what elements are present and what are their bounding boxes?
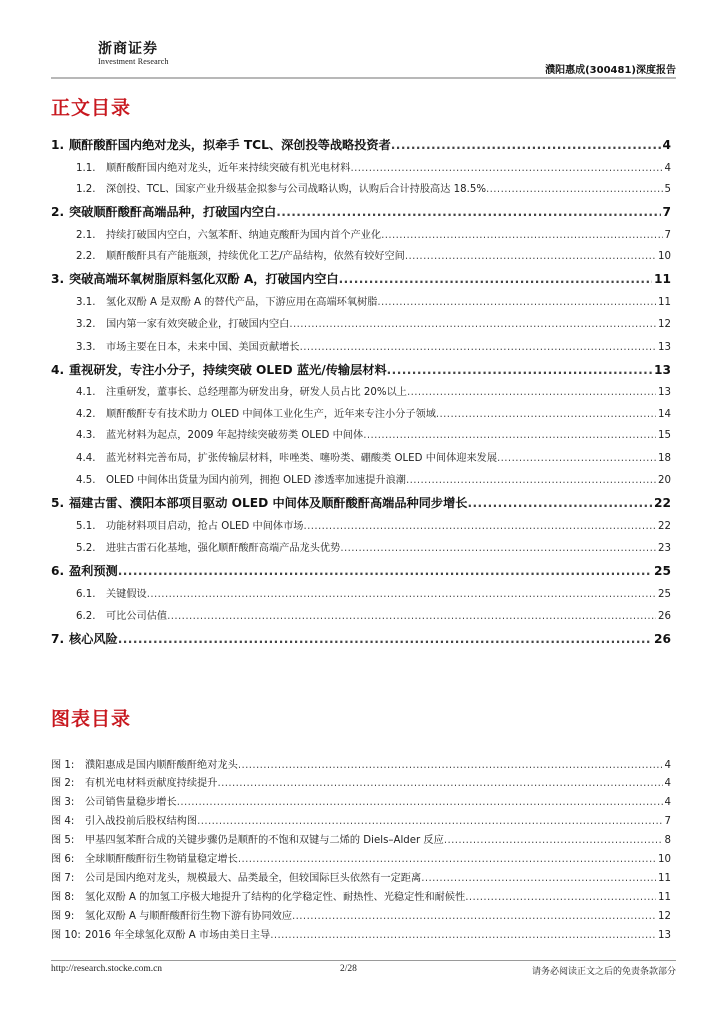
toc-entry-page: 4 bbox=[664, 163, 671, 174]
toc-entry-text: 关键假设 bbox=[106, 589, 147, 600]
figure-entry[interactable] bbox=[51, 774, 671, 789]
toc-entry-number: 4.3. bbox=[76, 430, 96, 441]
toc-entry-text: 突破顺酐酸酐高端品种，打破国内空白 bbox=[69, 205, 277, 219]
toc-subentry[interactable] bbox=[76, 159, 671, 174]
toc-entry-text: 顺酐酸酐国内绝对龙头，拟牵手 TCL、深创投等战略投资者 bbox=[69, 138, 391, 152]
toc-entry-page: 11 bbox=[654, 272, 671, 286]
toc-entry-text: 重视研发，专注小分子，持续突破 OLED 蓝光/传输层材料 bbox=[69, 363, 387, 377]
toc-entry-text: 福建古雷、濮阳本部项目驱动 OLED 中间体及顺酐酸酐高端品种同步增长 bbox=[69, 496, 468, 510]
toc-entry-text: 顺酐酸酐国内绝对龙头，近年来持续突破有机光电材料 bbox=[106, 163, 351, 174]
figure-entry-number: 图 9: bbox=[51, 911, 75, 922]
toc-subentry[interactable] bbox=[76, 471, 671, 486]
toc-dot-leader bbox=[340, 543, 656, 554]
page-header bbox=[51, 38, 676, 78]
toc-entry[interactable] bbox=[51, 203, 671, 220]
figure-entry-text: 有机光电材料贡献度持续提升 bbox=[85, 778, 218, 789]
footer-page-number: 2/28 bbox=[340, 964, 357, 974]
toc-dot-leader bbox=[276, 205, 660, 219]
toc-entry-number: 4.1. bbox=[76, 387, 96, 398]
figure-dot-leader bbox=[217, 778, 662, 789]
toc-entry-text: 蓝光材料完善布局，扩张传输层材料，咔唑类、噻吩类、硼酸类 OLED 中间体迎来发展 bbox=[106, 453, 498, 464]
figure-entry-text: 引入战投前后股权结构图 bbox=[85, 816, 198, 827]
toc-dot-leader bbox=[407, 387, 656, 398]
toc-dot-leader bbox=[147, 589, 656, 600]
toc-subentry[interactable] bbox=[76, 449, 671, 464]
toc-entry-page: 14 bbox=[658, 409, 671, 420]
figure-dot-leader bbox=[270, 930, 656, 941]
toc-entry-page: 26 bbox=[654, 632, 671, 646]
toc-entry-text: 国内第一家有效突破企业，打破国内空白 bbox=[106, 319, 290, 330]
figure-entry-page: 4 bbox=[664, 778, 671, 789]
toc-entry-number: 1.2. bbox=[76, 184, 96, 195]
toc-entry-number: 1.1. bbox=[76, 163, 96, 174]
toc-entry-number: 5. bbox=[51, 496, 65, 510]
toc-subentry[interactable] bbox=[76, 426, 671, 441]
figure-entry-text: 公司是国内绝对龙头，规模最大、品类最全，但较国际巨头依然有一定距离 bbox=[85, 873, 422, 884]
figure-list-title: 图表目录 bbox=[51, 708, 132, 730]
toc-entry-number: 3.1. bbox=[76, 297, 96, 308]
footer-divider bbox=[51, 960, 676, 961]
figure-entry[interactable] bbox=[51, 812, 671, 827]
figure-entry-text: 甲基四氢苯酐合成的关键步骤仍是顺酐的不饱和双键与二烯的 Diels–Alder 反应 bbox=[85, 835, 444, 846]
toc-entry-text: 注重研发，董事长、总经理都为研发出身，研发人员占比 20%以上 bbox=[106, 387, 407, 398]
figure-entry[interactable] bbox=[51, 907, 671, 922]
toc-subentry[interactable] bbox=[76, 180, 671, 195]
toc-entry-page: 7 bbox=[664, 230, 671, 241]
toc-entry-text: 可比公司估值 bbox=[106, 611, 168, 622]
figure-entry[interactable] bbox=[51, 869, 671, 884]
toc-entry-text: 持续打破国内空白，六氢苯酐、纳迪克酸酐为国内首个产业化 bbox=[106, 230, 382, 241]
toc-entry-text: 盈利预测 bbox=[69, 564, 118, 578]
toc-entry-number: 1. bbox=[51, 138, 65, 152]
toc-entry-number: 6. bbox=[51, 564, 65, 578]
toc-dot-leader bbox=[363, 430, 656, 441]
toc-entry-text: 突破高端环氧树脂原料氢化双酚 A，打破国内空白 bbox=[69, 272, 339, 286]
figure-entry-text: 氢化双酚 A 与顺酐酸酐衍生物下游有协同效应 bbox=[85, 911, 293, 922]
figure-entry-page: 11 bbox=[658, 873, 671, 884]
figure-dot-leader bbox=[197, 816, 662, 827]
figure-entry[interactable] bbox=[51, 831, 671, 846]
toc-entry-text: 氢化双酚 A 是双酚 A 的替代产品，下游应用在高端环氧树脂 bbox=[106, 297, 378, 308]
toc-entry-text: OLED 中间体出货量为国内前列，拥抱 OLED 渗透率加速提升浪潮 bbox=[106, 475, 406, 486]
toc-entry-number: 5.1. bbox=[76, 521, 96, 532]
figure-entry-text: 公司销售量稳步增长 bbox=[85, 797, 177, 808]
toc-entry-number: 6.2. bbox=[76, 611, 96, 622]
toc-entry-number: 4.4. bbox=[76, 453, 96, 464]
toc-entry[interactable] bbox=[51, 270, 671, 287]
figure-entry-text: 氢化双酚 A 的加氢工序极大地提升了结构的化学稳定性、耐热性、光稳定性和耐候性 bbox=[85, 892, 466, 903]
toc-entry-text: 顺酐酸酐具有产能瓶颈，持续优化工艺/产品结构，依然有较好空间 bbox=[106, 251, 405, 262]
figure-dot-leader bbox=[444, 835, 663, 846]
toc-entry-page: 25 bbox=[654, 564, 671, 578]
toc-dot-leader bbox=[406, 475, 656, 486]
toc-dot-leader bbox=[381, 230, 662, 241]
toc-entry[interactable] bbox=[51, 630, 671, 647]
figure-entry-number: 图 5: bbox=[51, 835, 75, 846]
toc-entry-page: 25 bbox=[658, 589, 671, 600]
toc-dot-leader bbox=[405, 251, 656, 262]
toc-entry-page: 12 bbox=[658, 319, 671, 330]
toc-entry-number: 3.3. bbox=[76, 342, 96, 353]
figure-entry-page: 8 bbox=[664, 835, 671, 846]
figure-entry-page: 12 bbox=[658, 911, 671, 922]
toc-dot-leader bbox=[300, 342, 656, 353]
figure-entry-number: 图 6: bbox=[51, 854, 75, 865]
toc-entry-number: 3. bbox=[51, 272, 65, 286]
toc-entry-text: 深创投、TCL、国家产业升级基金拟参与公司战略认购，认购后合计持股高达 18.5% bbox=[106, 184, 487, 195]
figure-entry-text: 濮阳惠成是国内顺酐酸酐绝对龙头 bbox=[85, 760, 238, 771]
toc-entry-page: 13 bbox=[658, 387, 671, 398]
figure-entry-number: 图 10: bbox=[51, 930, 81, 941]
toc-entry-page: 22 bbox=[658, 521, 671, 532]
figure-entry-page: 11 bbox=[658, 892, 671, 903]
toc-entry-text: 顺酐酸酐专有技术助力 OLED 中间体工业化生产，近年来专注小分子领域 bbox=[106, 409, 436, 420]
toc-entry-page: 10 bbox=[658, 251, 671, 262]
toc-entry[interactable] bbox=[51, 562, 671, 579]
toc-subentry[interactable] bbox=[76, 607, 671, 622]
toc-entry-text: 核心风险 bbox=[69, 632, 118, 646]
toc-entry-number: 4.2. bbox=[76, 409, 96, 420]
toc-entry-text: 蓝光材料为起点，2009 年起持续突破芴类 OLED 中间体 bbox=[106, 430, 364, 441]
toc-dot-leader bbox=[167, 611, 656, 622]
toc-subentry[interactable] bbox=[76, 585, 671, 600]
figure-entry-text: 全球顺酐酸酐衍生物销量稳定增长 bbox=[85, 854, 238, 865]
toc-dot-leader bbox=[118, 564, 652, 578]
toc-entry-number: 4. bbox=[51, 363, 65, 377]
figure-entry[interactable] bbox=[51, 850, 671, 865]
company-logo-subtitle: Investment Research bbox=[98, 57, 169, 66]
toc-entry-page: 13 bbox=[658, 342, 671, 353]
figure-entry[interactable] bbox=[51, 926, 671, 941]
toc-entry-page: 18 bbox=[658, 453, 671, 464]
toc-entry-text: 功能材料项目启动，抢占 OLED 中间体市场 bbox=[106, 521, 304, 532]
toc-dot-leader bbox=[118, 632, 652, 646]
toc-entry-number: 4.5. bbox=[76, 475, 96, 486]
figure-entry[interactable] bbox=[51, 793, 671, 808]
header-divider bbox=[51, 77, 676, 79]
footer-disclaimer: 请务必阅读正文之后的免责条款部分 bbox=[531, 967, 676, 977]
toc-subentry[interactable] bbox=[76, 517, 671, 532]
toc-entry-number: 3.2. bbox=[76, 319, 96, 330]
toc-entry-number: 2.2. bbox=[76, 251, 96, 262]
toc-subentry[interactable] bbox=[76, 405, 671, 420]
figure-dot-leader bbox=[465, 892, 656, 903]
toc-subentry[interactable] bbox=[76, 315, 671, 330]
toc-entry-page: 15 bbox=[658, 430, 671, 441]
figure-entry[interactable] bbox=[51, 888, 671, 903]
toc-entry-number: 2.1. bbox=[76, 230, 96, 241]
figure-entry-page: 13 bbox=[658, 930, 671, 941]
toc-dot-leader bbox=[351, 163, 663, 174]
figure-dot-leader bbox=[177, 797, 663, 808]
figure-entry-number: 图 3: bbox=[51, 797, 75, 808]
toc-subentry[interactable] bbox=[76, 247, 671, 262]
toc-entry-number: 6.1. bbox=[76, 589, 96, 600]
report-title: 濮阳惠成(300481)深度报告 bbox=[545, 65, 676, 76]
toc-subentry[interactable] bbox=[76, 383, 671, 398]
toc-dot-leader bbox=[303, 521, 656, 532]
toc-entry[interactable] bbox=[51, 136, 671, 153]
toc-dot-leader bbox=[387, 363, 652, 377]
toc-entry-page: 4 bbox=[662, 138, 671, 152]
toc-entry-text: 市场主要在日本，未来中国、美国贡献增长 bbox=[106, 342, 300, 353]
toc-dot-leader bbox=[486, 184, 663, 195]
toc-subentry[interactable] bbox=[76, 338, 671, 353]
toc-dot-leader bbox=[436, 409, 656, 420]
toc-dot-leader bbox=[339, 272, 652, 286]
company-logo-text: 浙商证券 bbox=[98, 41, 158, 57]
toc-entry-number: 7. bbox=[51, 632, 65, 646]
toc-entry-page: 5 bbox=[664, 184, 671, 195]
toc-subentry[interactable] bbox=[76, 293, 671, 308]
figure-entry-page: 4 bbox=[664, 760, 671, 771]
toc-dot-leader bbox=[391, 138, 661, 152]
figure-entry-number: 图 2: bbox=[51, 778, 75, 789]
toc-title: 正文目录 bbox=[51, 97, 132, 119]
figure-entry-page: 10 bbox=[658, 854, 671, 865]
figure-entry-page: 7 bbox=[664, 816, 671, 827]
toc-entry[interactable] bbox=[51, 494, 671, 511]
figure-dot-leader bbox=[292, 911, 656, 922]
toc-entry-page: 20 bbox=[658, 475, 671, 486]
figure-entry-number: 图 4: bbox=[51, 816, 75, 827]
toc-dot-leader bbox=[377, 297, 656, 308]
toc-dot-leader bbox=[468, 496, 653, 510]
toc-entry-page: 7 bbox=[662, 205, 671, 219]
figure-dot-leader bbox=[421, 873, 656, 884]
toc-entry-number: 2. bbox=[51, 205, 65, 219]
toc-entry-page: 22 bbox=[654, 496, 671, 510]
figure-dot-leader bbox=[238, 760, 663, 771]
figure-dot-leader bbox=[238, 854, 656, 865]
toc-dot-leader bbox=[289, 319, 656, 330]
figure-entry-text: 2016 年全球氢化双酚 A 市场由美日主导 bbox=[85, 930, 271, 941]
toc-subentry[interactable] bbox=[76, 539, 671, 554]
toc-entry-text: 进驻古雷石化基地，强化顺酐酸酐高端产品龙头优势 bbox=[106, 543, 341, 554]
toc-subentry[interactable] bbox=[76, 226, 671, 241]
figure-entry-number: 图 7: bbox=[51, 873, 75, 884]
toc-entry-number: 5.2. bbox=[76, 543, 96, 554]
toc-entry-page: 23 bbox=[658, 543, 671, 554]
figure-entry-page: 4 bbox=[664, 797, 671, 808]
footer-url-link[interactable]: http://research.stocke.com.cn bbox=[51, 964, 163, 974]
figure-entry-number: 图 1: bbox=[51, 760, 75, 771]
figure-entry[interactable] bbox=[51, 756, 671, 771]
toc-entry[interactable] bbox=[51, 361, 671, 378]
toc-dot-leader bbox=[497, 453, 656, 464]
figure-entry-number: 图 8: bbox=[51, 892, 75, 903]
toc-entry-page: 26 bbox=[658, 611, 671, 622]
toc-entry-page: 13 bbox=[654, 363, 671, 377]
toc-entry-page: 11 bbox=[658, 297, 671, 308]
